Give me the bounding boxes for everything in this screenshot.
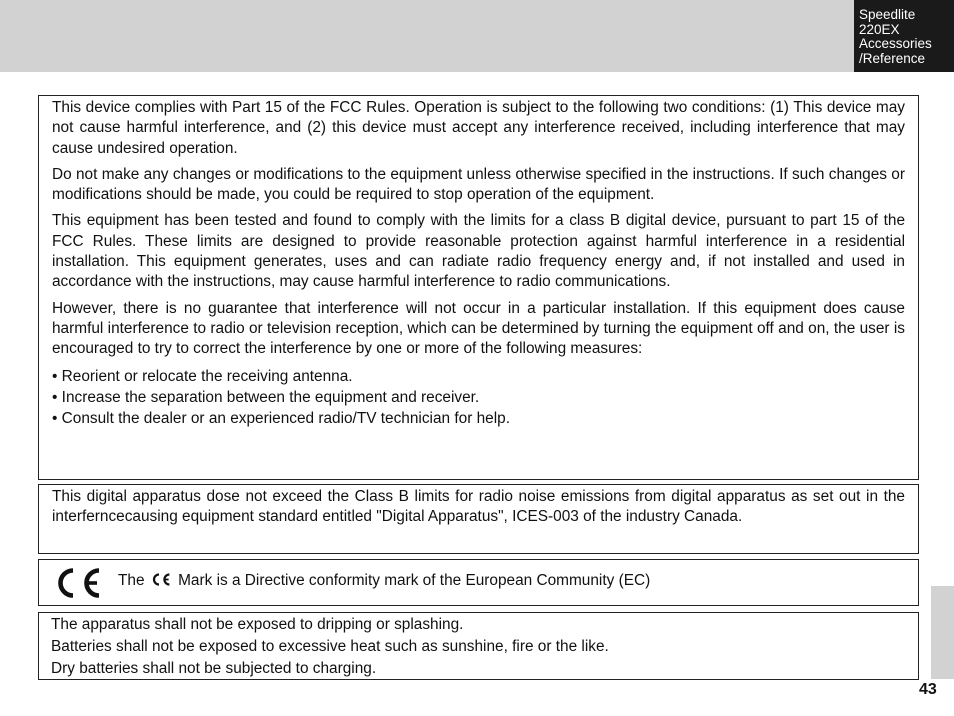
section-tab-line: Accessories bbox=[859, 36, 932, 51]
list-item: • Consult the dealer or an experienced radio/TV technician for help. bbox=[52, 409, 510, 427]
fcc-paragraph: However, there is no guarantee that interference will not occur in a particular installation. If this equipment does cause harmful interference to radio or television reception, which can be determined by turning the equipment off and on, the user is encouraged to try to correct the interference by one or more of the following measures: bbox=[52, 299, 905, 358]
fcc-paragraph: This equipment has been tested and found to comply with the limits for a class B digital device, pursuant to part 15 of the FCC Rules. These limits are designed to provide reasonable protection against harmful interference in a residential installation. This equipment generates, uses and can radiate radio frequency energy and, if not installed and used in accordance with the instructions, may cause harmful interference to radio communications. bbox=[52, 212, 905, 291]
section-tab-line: 220EX bbox=[859, 21, 900, 37]
ce-text-before: The bbox=[118, 572, 145, 589]
ce-notice-box bbox=[38, 559, 919, 606]
fcc-paragraph: This device complies with Part 15 of the FCC Rules. Operation is subject to the following two conditions: (1) This device may not cause harmful interference, and (2) this device must accept any interference received, including interference that may cause undesired operation. bbox=[52, 99, 905, 157]
section-tab bbox=[854, 0, 954, 72]
side-tab-marker bbox=[931, 586, 954, 679]
safety-line: The apparatus shall not be exposed to dripping or splashing. bbox=[51, 616, 464, 633]
fcc-measures-list bbox=[52, 366, 905, 429]
safety-line: Batteries shall not be exposed to excessive heat such as sunshine, fire or the like. bbox=[51, 638, 609, 655]
safety-line: Dry batteries shall not be subjected to charging. bbox=[51, 660, 377, 677]
list-item: • Reorient or relocate the receiving antenna. bbox=[52, 367, 353, 385]
section-tab-line: Speedlite bbox=[859, 7, 916, 22]
header-band bbox=[0, 0, 954, 72]
section-tab-line: /Reference bbox=[859, 50, 926, 66]
ce-notice-text bbox=[118, 571, 650, 591]
fcc-notice-box bbox=[38, 95, 919, 480]
ce-text-after: Mark is a Directive conformity mark of the European Community (EC) bbox=[178, 572, 651, 589]
canada-notice-box bbox=[38, 484, 919, 554]
safety-notice-box bbox=[38, 612, 919, 680]
ce-mark-icon bbox=[53, 565, 103, 601]
fcc-paragraph: Do not make any changes or modifications to the equipment unless otherwise specified in the instructions. If such changes or modifications should be made, you could be required to stop operation of the equipment. bbox=[52, 165, 905, 204]
ce-mark-icon bbox=[151, 572, 171, 587]
page-number: 43 bbox=[919, 681, 937, 698]
canada-notice-text: This digital apparatus dose not exceed the Class B limits for radio noise emissions from digital apparatus as set out in the interferncecausing equipment standard entitled "Digital Apparatus", ICES-003 of the industry Canada. bbox=[52, 488, 905, 526]
list-item: • Increase the separation between the equipment and receiver. bbox=[52, 388, 480, 406]
